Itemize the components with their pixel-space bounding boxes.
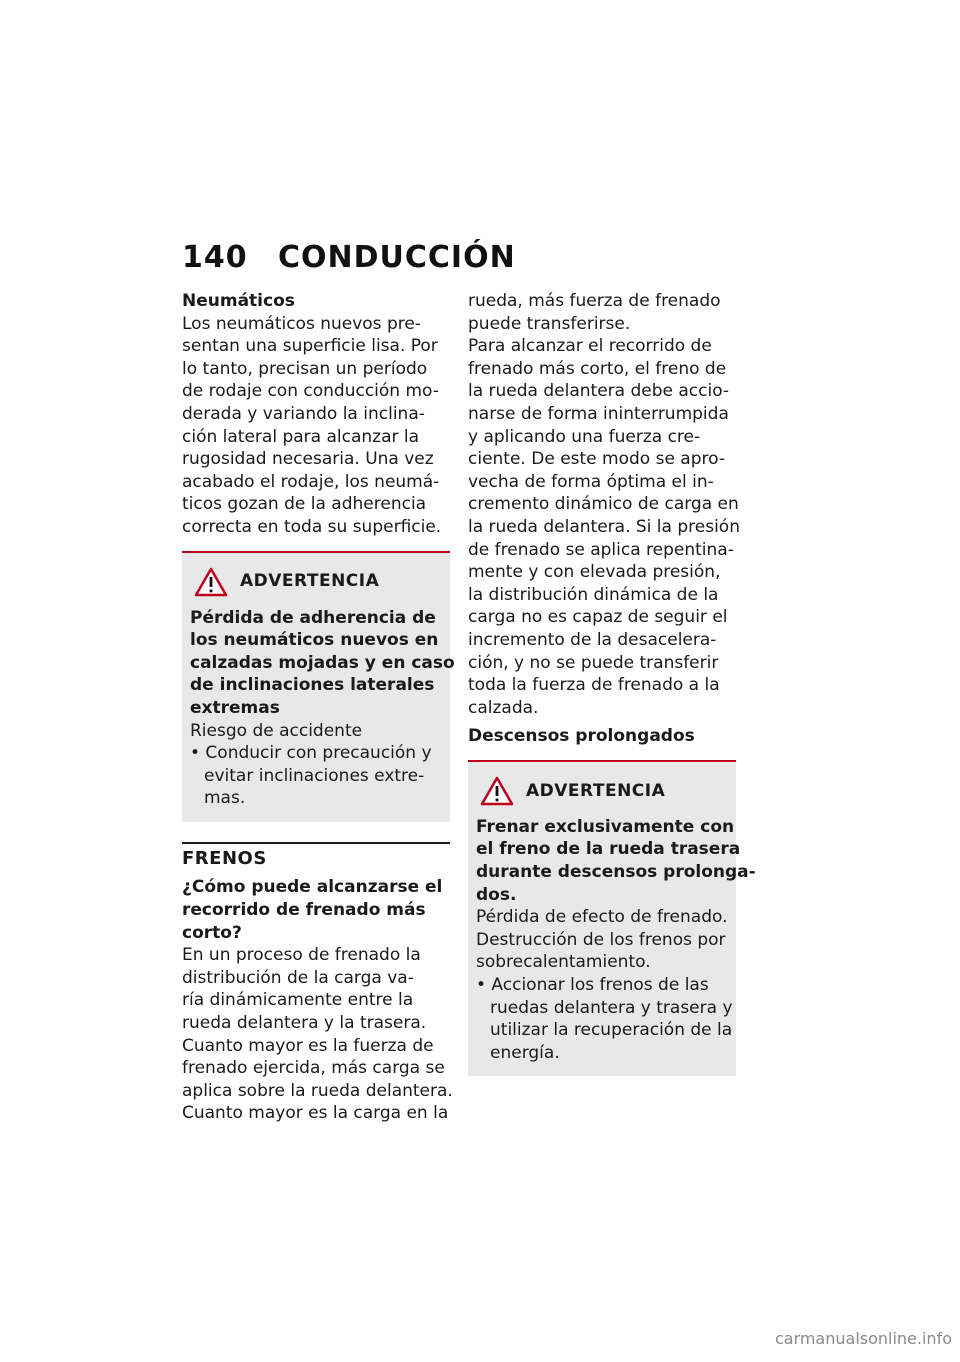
warning-subject [476,816,756,906]
text-line: el freno de la rueda trasera [476,839,741,860]
bullet-line: utilizar la recuperación de la [490,1020,733,1041]
brakes-paragraph [182,944,453,1125]
bullet-line: mas. [204,788,246,809]
text-line: Destrucción de los frenos por [476,929,726,950]
text-line: durante descensos prolonga- [476,862,756,883]
text-line: rueda, más fuerza de frenado [468,291,721,311]
warning-title: ADVERTENCIA [526,780,666,801]
text-line: En un proceso de frenado la [182,945,421,966]
text-line: la distribución dinámica de la [468,584,719,605]
text-line: ¿Cómo puede alcanzarse el [182,877,443,898]
text-line: y aplicando una fuerza cre- [468,426,701,447]
text-line: la rueda delantera debe accio- [468,381,730,402]
warning-header [190,567,442,597]
text-line: distribución de la carga va- [182,967,414,988]
text-line: Cuanto mayor es la carga en la [182,1103,449,1124]
text-line: frenado ejercida, más carga se [182,1058,445,1079]
warning-header [476,776,728,806]
text-line: incremento de la desacelera- [468,629,717,650]
text-line: narse de forma ininterrumpida [468,403,729,424]
bullet-line: • Conducir con precaución y [190,743,432,764]
warning-subject [190,607,455,720]
text-line: los neumáticos nuevos en [190,630,439,651]
warning-triangle-icon [194,567,228,597]
text-line: recorrido de frenado más [182,900,426,921]
text-line: Pérdida de efecto de frenado. [476,907,728,928]
bullet-line: energía. [490,1042,560,1063]
brakes-paragraph-continued [468,290,740,719]
text-line: Cuanto mayor es la fuerza de [182,1035,434,1056]
text-line: lo tanto, precisan un período [182,358,428,379]
text-line: vecha de forma óptima el in- [468,471,714,492]
warning-box-new-tyres [182,551,455,822]
bullet-line: evitar inclinaciones extre- [204,765,425,786]
text-line: de rodaje con conducción mo- [182,381,439,402]
right-column [468,290,756,1076]
text-line: aplica sobre la rueda delantera. [182,1080,453,1101]
text-line: calzada. [468,697,539,718]
text-line: toda la fuerza de frenado a la [468,675,720,696]
text-line: derada y variando la inclina- [182,403,425,424]
text-line: dos. [476,884,517,905]
section-brakes [182,842,450,871]
text-line: ticos gozan de la adherencia [182,494,427,515]
text-line: corto? [182,922,242,943]
descents-heading: Descensos prolongados [468,726,695,747]
text-line: Pérdida de adherencia de [190,607,436,628]
text-line: ción, y no se puede transferir [468,652,719,673]
warning-box-descents [468,760,756,1077]
text-line: la rueda delantera. Si la presión [468,516,740,537]
text-line: rueda delantera y la trasera. [182,1013,427,1034]
text-line: de frenado se aplica repentina- [468,539,734,560]
text-line: rugosidad necesaria. Una vez [182,449,434,470]
page-header [182,240,516,275]
text-line: mente y con elevada presión, [468,562,721,583]
bullet-line: ruedas delantera y trasera y [490,997,733,1018]
text-line: frenado más corto, el freno de [468,358,727,379]
question-heading [182,876,450,944]
text-line: carga no es capaz de seguir el [468,607,728,628]
text-line: extremas [190,697,280,718]
page-number: 140 [182,240,248,275]
text-line: Los neumáticos nuevos pre- [182,313,421,334]
text-line: Frenar exclusivamente con [476,816,735,837]
section-title: FRENOS [182,847,267,869]
text-line: puede transferirse. [468,313,631,334]
warning-action [190,742,442,810]
warning-consequence [476,906,728,974]
text-line: ciente. De este modo se apro- [468,449,725,470]
text-line: de inclinaciones laterales [190,675,435,696]
left-column [182,290,455,1125]
warning-risk: Riesgo de accidente [190,720,363,741]
text-line: acabado el rodaje, los neumá- [182,471,440,492]
text-line: sobrecalentamiento. [476,952,651,973]
text-line: cremento dinámico de carga en [468,494,739,515]
text-line: ción lateral para alcanzar la [182,426,420,447]
warning-action [476,974,733,1064]
tyres-heading: Neumáticos [182,291,295,311]
warning-title: ADVERTENCIA [240,571,380,592]
tyres-paragraph [182,313,450,539]
text-line: calzadas mojadas y en caso [190,652,455,673]
warning-triangle-icon [480,776,514,806]
text-line: Para alcanzar el recorrido de [468,336,712,357]
watermark-link[interactable]: carmanualsonline.info [774,1329,952,1348]
text-line: ría dinámicamente entre la [182,990,414,1011]
bullet-line: • Accionar los frenos de las [476,975,709,996]
chapter-title: CONDUCCIÓN [278,240,516,275]
text-line: correcta en toda su superficie. [182,516,442,537]
text-line: sentan una superficie lisa. Por [182,336,438,357]
